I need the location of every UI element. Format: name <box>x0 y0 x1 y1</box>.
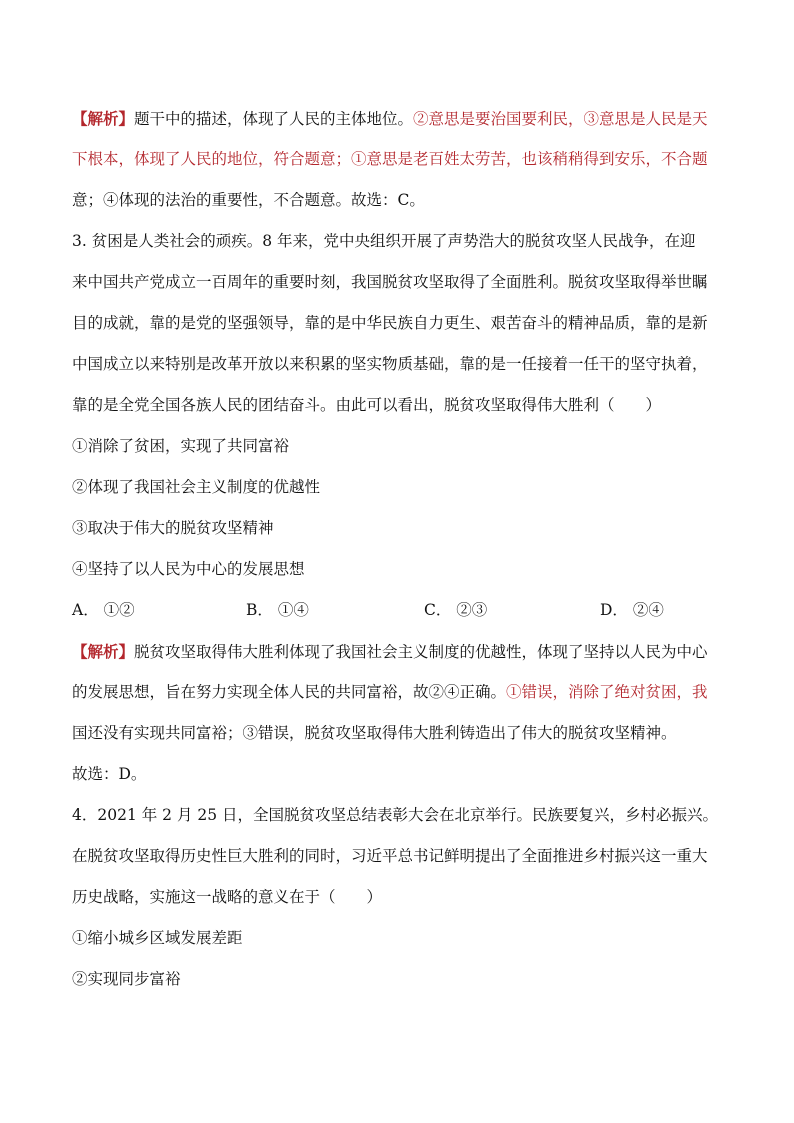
analysis-3-line-4: 故选：D。 <box>72 765 147 783</box>
analysis-text-red: ①意思是老百姓太劳苦，也该稍稍得到安乐，不合题 <box>351 150 708 168</box>
analysis-text: 题干中的描述，体现了人民的主体地位。 <box>134 110 414 128</box>
analysis-1-line-2 <box>72 139 732 180</box>
analysis-3-line-1 <box>72 631 732 672</box>
question-3-item-3: ③取决于伟大的脱贫攻坚精神 <box>72 519 274 537</box>
analysis-text-red: ②意思是要治国要利民，③意思是人民是天 <box>413 110 708 128</box>
question-3-item-1: ①消除了贫困，实现了共同富裕 <box>72 437 290 455</box>
analysis-3-line-2 <box>72 672 732 713</box>
analysis-3-line-3: 国还没有实现共同富裕；③错误，脱贫攻坚取得伟大胜利铸造出了伟大的脱贫攻坚精神。 <box>72 724 677 742</box>
option-d: D． ②④ <box>600 601 664 619</box>
question-3-stem-line: 3. 贫困是人类社会的顽疾。8 年来，党中央组织开展了声势浩大的脱贫攻坚人民战争，在迎 <box>72 232 696 250</box>
question-4-stem-line: 历史战略，实施这一战略的意义在于（ ） <box>72 888 383 906</box>
question-3-options <box>72 590 732 631</box>
analysis-tag: 【解析】 <box>72 642 135 661</box>
question-3-stem-line: 来中国共产党成立一百周年的重要时刻，我国脱贫攻坚取得了全面胜利。脱贫攻坚取得举世瞩 <box>72 273 708 291</box>
question-4-stem-line: 在脱贫攻坚取得历史性巨大胜利的同时，习近平总书记鲜明提出了全面推进乡村振兴这一重大 <box>72 847 708 865</box>
question-4-item-2: ②实现同步富裕 <box>72 970 181 988</box>
question-3-item-4: ④坚持了以人民为中心的发展思想 <box>72 560 305 578</box>
question-4-stem-line: 4．2021 年 2 月 25 日，全国脱贫攻坚总结表彰大会在北京举行。民族要复兴，乡村必振兴。 <box>72 806 719 824</box>
option-c: C． ②③ <box>424 601 488 619</box>
question-3-stem-line: 目的成就，靠的是党的坚强领导，靠的是中华民族自力更生、艰苦奋斗的精神品质，靠的是新 <box>72 314 708 332</box>
analysis-text-red: ①错误，消除了绝对贫困，我 <box>506 683 708 701</box>
question-3-stem-line: 靠的是全党全国各族人民的团结奋斗。由此可以看出，脱贫攻坚取得伟大胜利（ ） <box>72 396 662 414</box>
analysis-text-red: 下根本，体现了人民的地位，符合题意； <box>72 150 352 168</box>
analysis-text: 脱贫攻坚取得伟大胜利体现了我国社会主义制度的优越性，体现了坚持以人民为中心 <box>134 643 708 661</box>
analysis-1-line-1 <box>72 98 732 139</box>
question-3-stem-line: 中国成立以来特别是改革开放以来积累的坚实物质基础，靠的是一任接着一任干的坚守执着， <box>72 355 708 373</box>
question-4-item-1: ①缩小城乡区域发展差距 <box>72 929 243 947</box>
option-a: A． ①② <box>72 601 135 619</box>
analysis-1-line-3: 意；④体现的法治的重要性，不合题意。故选：C。 <box>72 191 425 209</box>
document-page <box>72 98 732 1000</box>
option-b: B． ①④ <box>246 601 309 619</box>
analysis-tag: 【解析】 <box>72 109 135 128</box>
analysis-text: 的发展思想，旨在努力实现全体人民的共同富裕，故②④正确。 <box>72 683 507 701</box>
question-3-item-2: ②体现了我国社会主义制度的优越性 <box>72 478 321 496</box>
